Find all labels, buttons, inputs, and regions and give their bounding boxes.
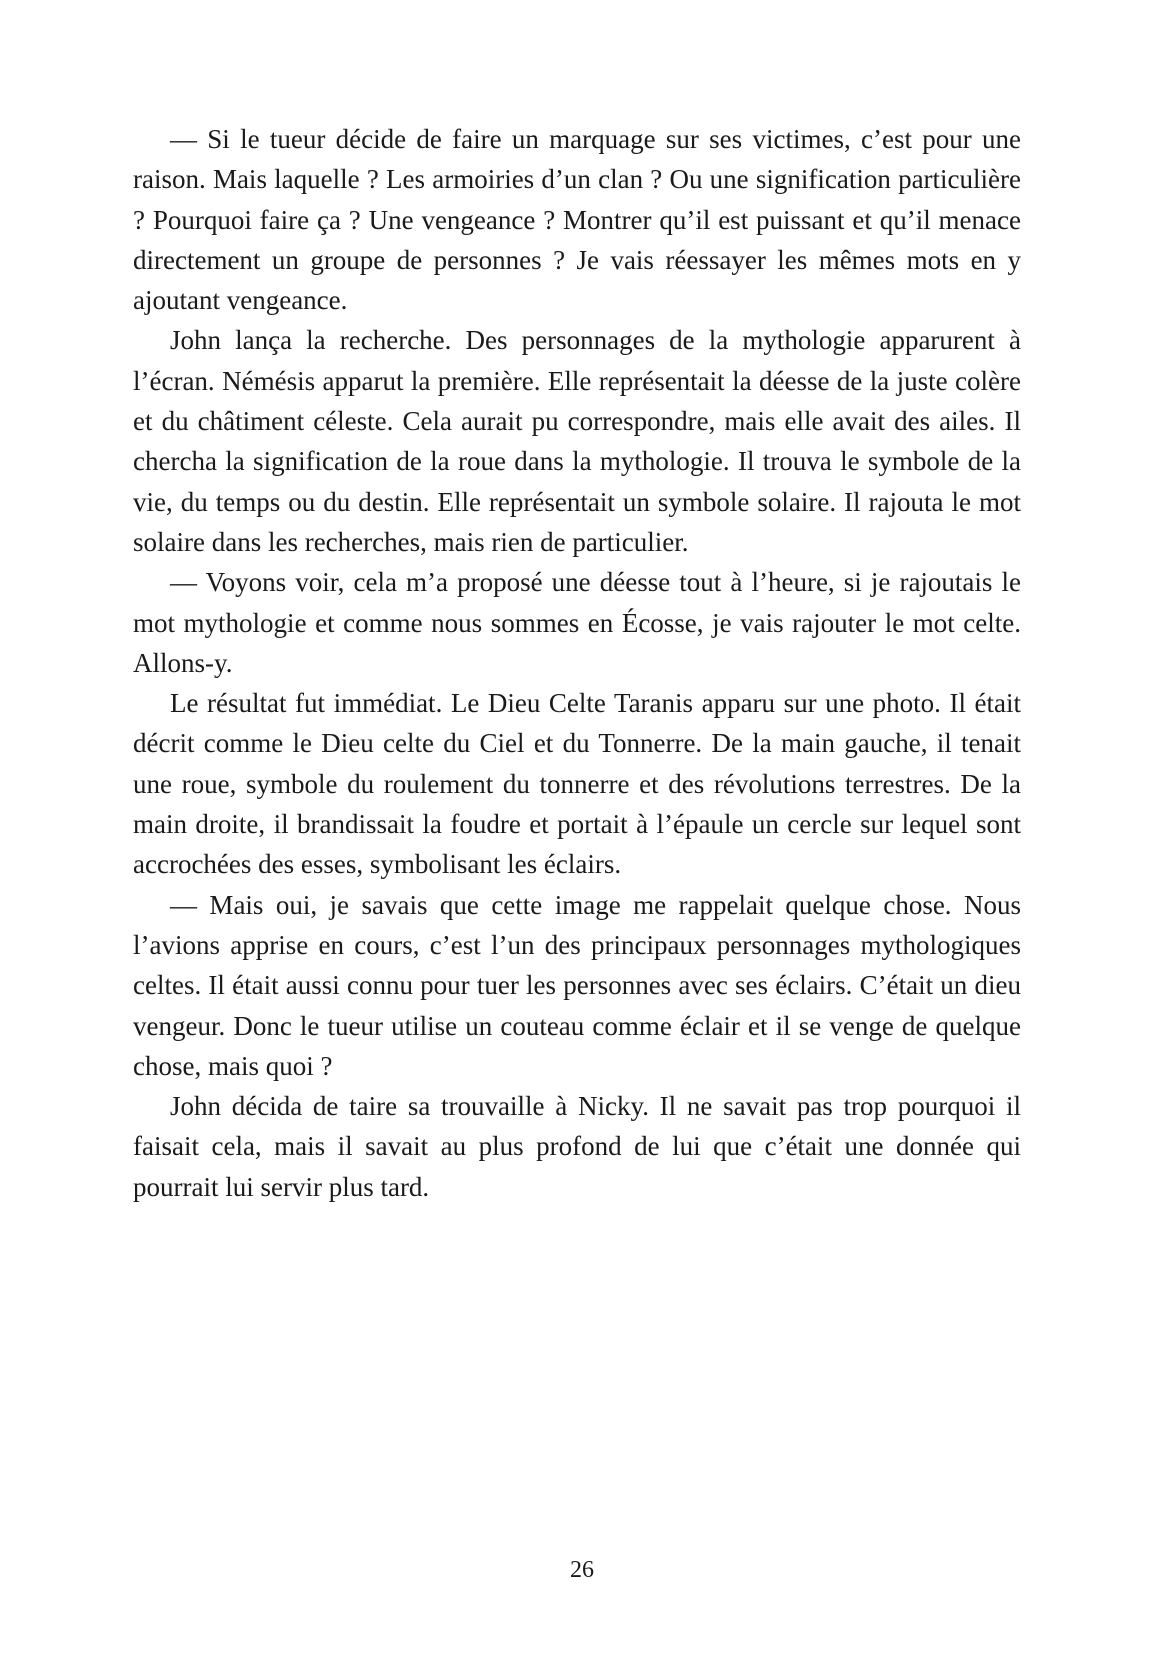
page-number: 26 xyxy=(570,1557,594,1583)
paragraph-1: — Si le tueur décide de faire un marquage sur ses victimes, c’est pour une raison. Mais laquelle ? Les armoiries d’un clan ? Ou une signification particulière ? Pourquoi faire ça ? Une vengeance ? Montrer qu’il est puissant et qu’il menace directement un groupe de personnes ? Je vais réessayer les mêmes mots en y ajoutant vengeance. xyxy=(133,124,1021,316)
page-text-body xyxy=(133,119,1021,1207)
paragraph-6: John décida de taire sa trouvaille à Nicky. Il ne savait pas trop pourquoi il faisait cela, mais il savait au plus profond de lui que c’était une donnée qui pourrait lui servir plus tard. xyxy=(133,1091,1021,1202)
paragraph-3: — Voyons voir, cela m’a proposé une déesse tout à l’heure, si je rajoutais le mot mythologie et comme nous sommes en Écosse, je vais rajouter le mot celte. Allons-y. xyxy=(133,567,1021,678)
paragraph-5: — Mais oui, je savais que cette image me rappelait quelque chose. Nous l’avions apprise en cours, c’est l’un des principaux personnages mythologiques celtes. Il était aussi connu pour tuer les personnes avec ses éclairs. C’était un dieu vengeur. Donc le tueur utilise un couteau comme éclair et il se venge de quelque chose, mais quoi ? xyxy=(133,889,1021,1081)
paragraph-4: Le résultat fut immédiat. Le Dieu Celte Taranis apparu sur une photo. Il était décrit comme le Dieu celte du Ciel et du Tonnerre. De la main gauche, il tenait une roue, symbole du roulement du tonnerre et des révolutions terrestres. De la main droite, il brandissait la foudre et portait à l’épaule un cercle sur lequel sont accrochées des esses, symbolisant les éclairs. xyxy=(133,688,1021,880)
paragraph-2: John lança la recherche. Des personnages de la mythologie apparurent à l’écran. Némésis apparut la première. Elle représentait la déesse de la juste colère et du châtiment céleste. Cela aurait pu correspondre, mais elle avait des ailes. Il chercha la signification de la roue dans la mythologie. Il trouva le symbole de la vie, du temps ou du destin. Elle représentait un symbole solaire. Il rajouta le mot solaire dans les recherches, mais rien de particulier. xyxy=(133,325,1021,557)
